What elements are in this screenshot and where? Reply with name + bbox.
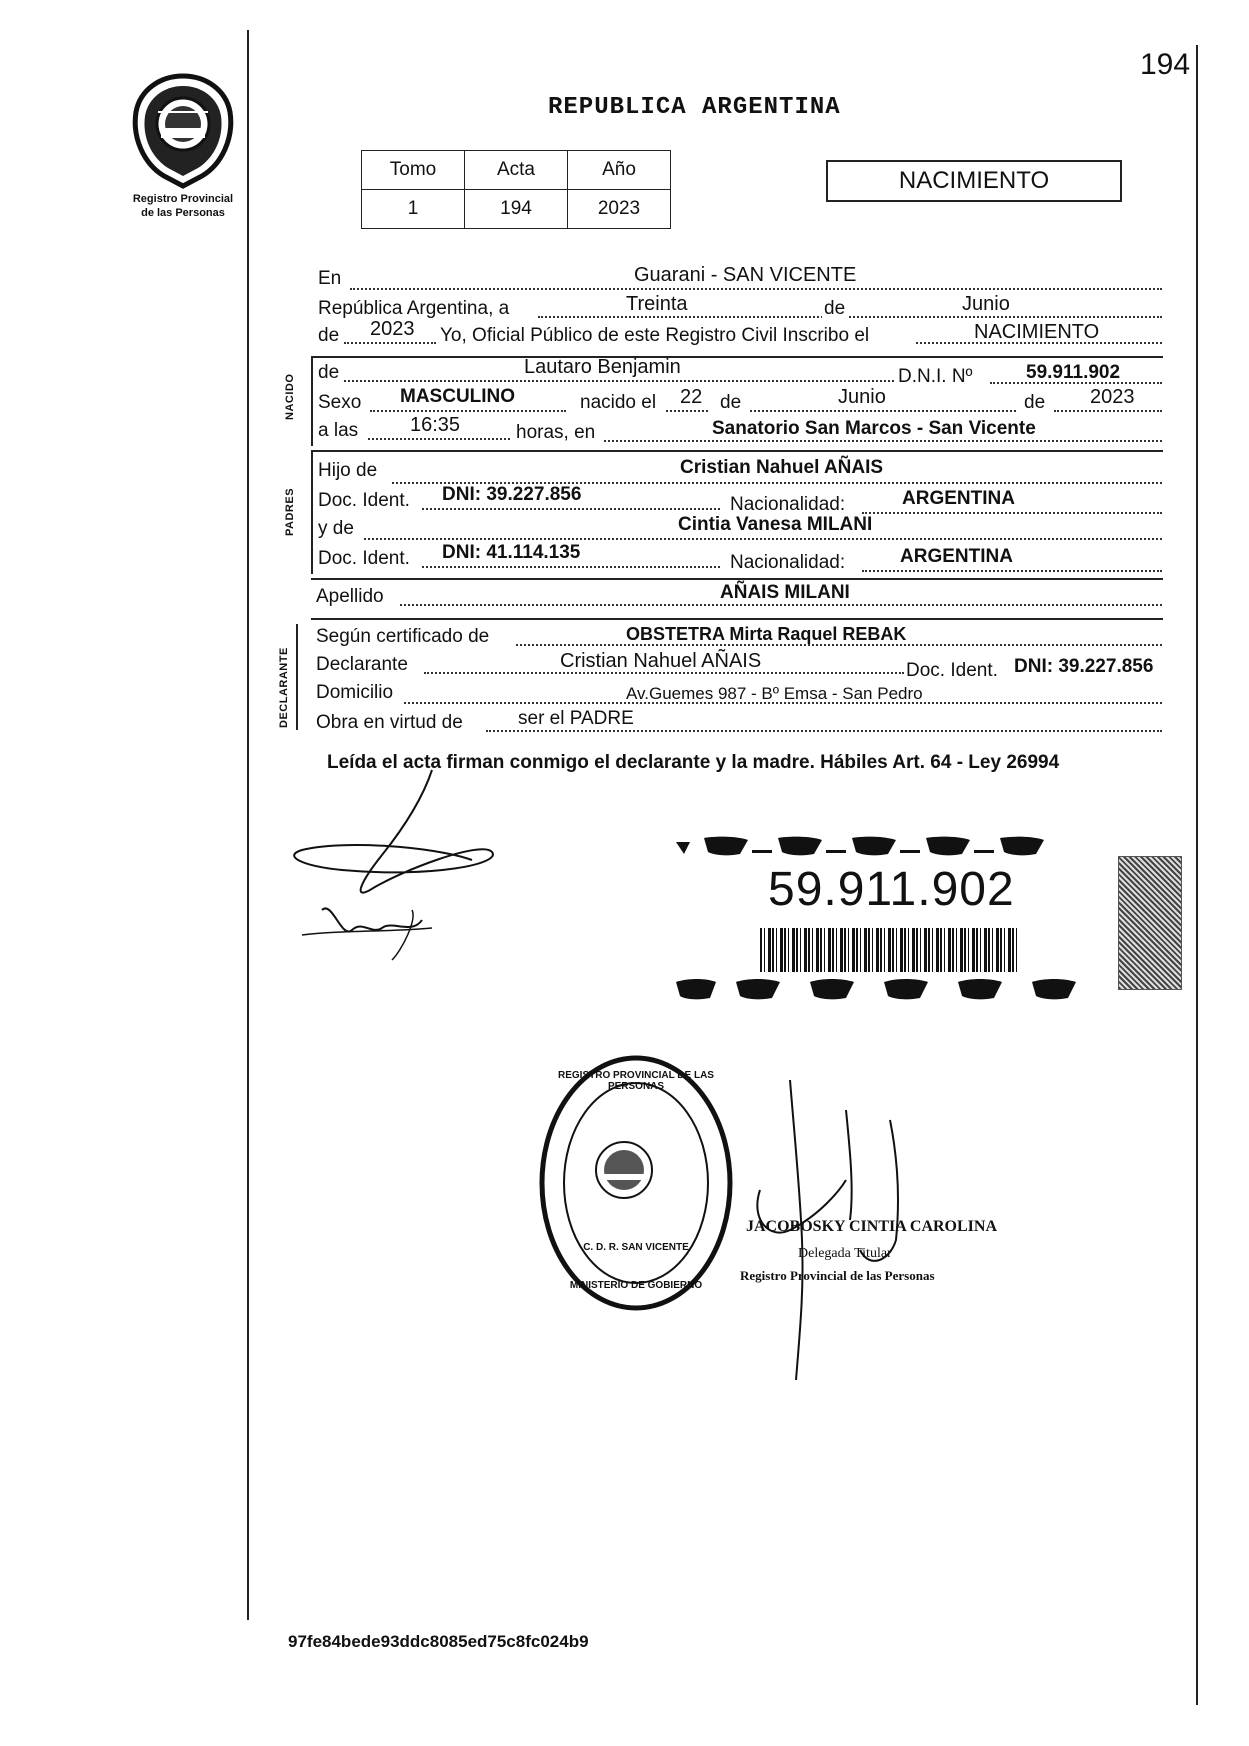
anio-value: 2023 [568, 190, 671, 229]
father-name: Cristian Nahuel AÑAIS [680, 457, 884, 478]
padres-bracket [311, 452, 313, 574]
year-label: de [318, 325, 340, 346]
mother-nationality: ARGENTINA [900, 546, 1013, 567]
nacido-section-label: NACIDO [284, 373, 296, 420]
nacido-de-label: de [318, 362, 340, 383]
mother-nationality-label: Nacionalidad: [730, 552, 846, 573]
section-divider-2 [311, 450, 1163, 452]
official-role: Delegada Titular [798, 1246, 892, 1261]
stamp-ring-text: REGISTRO PROVINCIAL DE LAS PERSONAS [558, 1070, 714, 1092]
republic-label: República Argentina, a [318, 298, 510, 319]
acta-value: 194 [465, 190, 568, 229]
place-value: Guarani - SAN VICENTE [634, 264, 857, 286]
child-dni: 59.911.902 [1026, 362, 1121, 383]
republic-dots [538, 316, 1162, 318]
declarante-section-label: DECLARANTE [278, 647, 290, 728]
mother-doc: DNI: 41.114.135 [442, 542, 581, 563]
de-label-3: de [1024, 392, 1046, 413]
birth-day: 22 [680, 386, 703, 408]
birth-year: 2023 [1090, 386, 1135, 408]
nacido-el-label: nacido el [580, 392, 657, 413]
year-value: 2023 [370, 318, 415, 340]
sticker-number: 59.911.902 [768, 863, 1015, 916]
obra-dots [486, 730, 1162, 732]
birth-year-dots [1054, 410, 1162, 412]
section-divider-3 [311, 578, 1163, 580]
apellido-value: AÑAIS MILANI [720, 582, 850, 603]
declarante-doc-label: Doc. Ident. [906, 660, 998, 681]
officer-text: Yo, Oficial Público de este Registro Civil Inscribo el [440, 325, 870, 346]
domicilio-value: Av.Guemes 987 - Bº Emsa - San Pedro [626, 684, 923, 703]
closing-text: Leída el acta firman conmigo el declarante y la madre. Hábiles Art. 64 - Ley 26994 [327, 752, 1060, 773]
right-margin-line [1196, 45, 1198, 1705]
official-name: JACOBOSKY CINTIA CAROLINA [746, 1218, 997, 1235]
mother-dots [364, 538, 1162, 540]
de-label-2: de [720, 392, 742, 413]
section-divider-1 [311, 356, 1163, 358]
acta-header: Acta [465, 151, 568, 190]
month-value: Junio [962, 293, 1010, 315]
mother-name: Cintia Vanesa MILANI [678, 514, 873, 535]
apellido-dots [400, 604, 1162, 606]
official-office: Registro Provincial de las Personas [740, 1268, 935, 1283]
country-title: REPUBLICA ARGENTINA [548, 94, 841, 121]
mother-doc-dots [422, 566, 720, 568]
child-name: Lautaro Benjamin [524, 356, 681, 378]
left-margin-line [247, 30, 249, 1620]
dni-sticker [676, 832, 1116, 1008]
certificado-label: Según certificado de [316, 626, 490, 647]
certificado-value: OBSTETRA Mirta Raquel REBAK [626, 624, 907, 644]
stamp-lower-text: C. D. R. SAN VICENTE [583, 1242, 689, 1253]
sexo-dots [370, 410, 566, 412]
register-table [361, 150, 671, 229]
birth-place-dots [604, 440, 1162, 442]
declarante-name: Cristian Nahuel AÑAIS [560, 650, 762, 672]
page-number: 194 [1140, 48, 1191, 81]
registry-caption-2: de las Personas [141, 207, 225, 219]
mother-nationality-dots [862, 570, 1162, 572]
document-hash: 97fe84bede93ddc8085ed75c8fc024b9 [288, 1632, 589, 1651]
birth-time: 16:35 [410, 414, 461, 436]
birth-place: Sanatorio San Marcos - San Vicente [712, 418, 1036, 439]
act-type-box [826, 160, 1122, 202]
dni-label: D.N.I. Nº [898, 366, 973, 387]
declarante-label: Declarante [316, 654, 408, 675]
obra-label: Obra en virtud de [316, 712, 463, 733]
stamp-bottom-text: MINISTERIO DE GOBIERNO [569, 1280, 703, 1291]
nacido-bracket [311, 358, 313, 446]
tomo-header: Tomo [362, 151, 465, 190]
de-label: de [824, 298, 846, 319]
y-de-label: y de [318, 518, 354, 539]
a-las-label: a las [318, 420, 359, 441]
declarante-doc: DNI: 39.227.856 [1014, 656, 1154, 677]
birth-month: Junio [838, 386, 886, 408]
father-doc: DNI: 39.227.856 [442, 484, 582, 505]
obra-value: ser el PADRE [518, 708, 634, 729]
act-inscribed: NACIMIENTO [974, 321, 1100, 343]
section-divider-4 [311, 618, 1163, 620]
official-stamp [536, 1052, 736, 1314]
declarante-bracket [296, 624, 298, 730]
time-dots [368, 438, 510, 440]
father-nationality-label: Nacionalidad: [730, 494, 846, 515]
mother-doc-label: Doc. Ident. [318, 548, 410, 569]
sexo-value: MASCULINO [400, 386, 516, 407]
declarant-signature [282, 760, 512, 970]
birth-day-dots [666, 410, 708, 412]
father-doc-dots [422, 508, 720, 510]
hologram-patch [1118, 856, 1182, 990]
en-label: En [318, 268, 342, 289]
padres-section-label: PADRES [284, 487, 296, 536]
registry-logo [128, 72, 238, 190]
day-value: Treinta [626, 293, 688, 315]
apellido-label: Apellido [316, 586, 384, 607]
sexo-label: Sexo [318, 392, 362, 413]
act-type: NACIMIENTO [898, 167, 1050, 194]
anio-header: Año [568, 151, 671, 190]
father-doc-label: Doc. Ident. [318, 490, 410, 511]
en-dots [350, 288, 1162, 290]
registry-caption-1: Registro Provincial [132, 193, 234, 205]
tomo-value: 1 [362, 190, 465, 229]
domicilio-label: Domicilio [316, 682, 394, 703]
father-nationality: ARGENTINA [902, 488, 1015, 509]
name-dots [344, 380, 894, 382]
father-nationality-dots [862, 512, 1162, 514]
hijo-de-label: Hijo de [318, 460, 378, 481]
birth-month-dots [750, 410, 1016, 412]
year-dots [344, 342, 436, 344]
horas-label: horas, en [516, 422, 596, 443]
barcode [760, 928, 1020, 972]
